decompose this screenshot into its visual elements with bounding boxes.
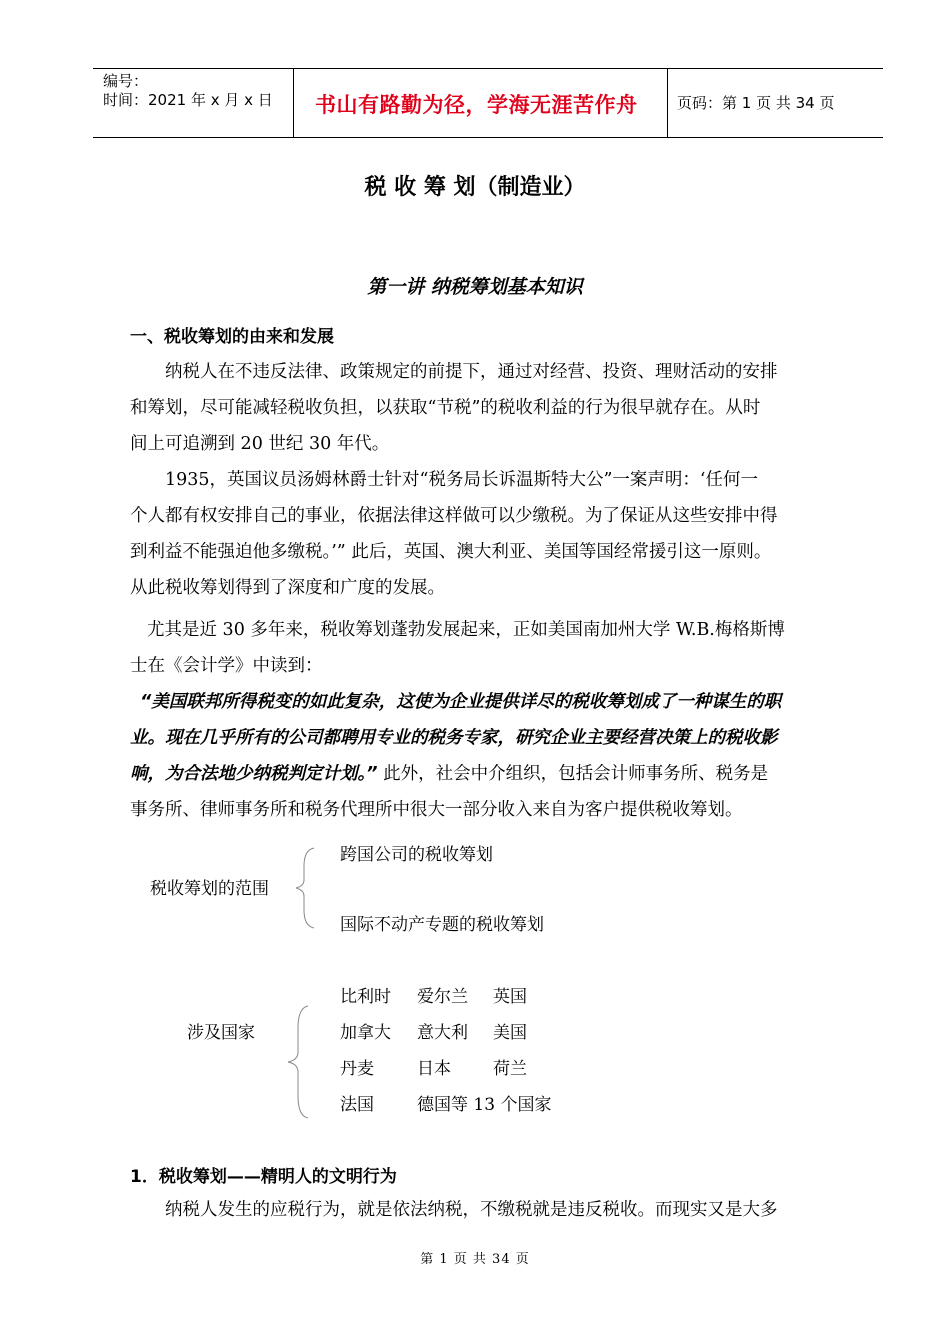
- text-line: 纳税人发生的应税行为，就是依法纳税，不缴税就是违反税收。而现实又是大多: [165, 1200, 778, 1220]
- country: 法国: [340, 1095, 374, 1115]
- scope-label: 税收筹划的范围: [150, 879, 269, 899]
- text-line: 到利益不能强迫他多缴税。’” 此后，英国、澳大利亚、美国等国经常援引这一原则。: [130, 542, 772, 562]
- country: 加拿大: [340, 1023, 391, 1043]
- text-line: 纳税人在不违反法律、政策规定的前提下，通过对经营、投资、理财活动的安排: [165, 362, 778, 382]
- page-footer: 第 1 页 共 34 页: [420, 1252, 530, 1267]
- paragraph: [130, 612, 870, 684]
- countries-label: 涉及国家: [187, 1023, 255, 1043]
- text-line: 事务所、律师事务所和税务代理所中很大一部分收入来自为客户提供税收筹划。: [130, 800, 743, 820]
- country: 比利时: [340, 987, 391, 1007]
- document-title-text: 税 收 筹 划（制造业）: [364, 175, 586, 200]
- country: 德国等 13 个国家: [417, 1095, 552, 1115]
- countries-grid: [340, 982, 640, 1126]
- country: 英国: [493, 987, 527, 1007]
- lecture-title: 第一讲 纳税筹划基本知识: [367, 276, 583, 298]
- country-row: [340, 1054, 640, 1090]
- country: 爱尔兰: [417, 987, 468, 1007]
- country-row: [340, 1018, 640, 1054]
- scope-brace: [292, 846, 322, 930]
- country: 丹麦: [340, 1059, 374, 1079]
- text-line: 1935，英国议员汤姆林爵士针对“税务局长诉温斯特大公”一案声明：‘任何一: [165, 470, 758, 490]
- code-label: 编号：: [103, 72, 149, 90]
- text-line: 个人都有权安排自己的事业，依据法律这样做可以少缴税。为了保证从这些安排中得: [130, 506, 778, 526]
- paragraph: [130, 462, 870, 606]
- quote-line: 业。现在几乎所有的公司都聘用专业的税务专家，研究企业主要经营决策上的税收影: [130, 728, 778, 748]
- section-heading: 1．税收筹划——精明人的文明行为: [130, 1167, 397, 1187]
- quote-line: “美国联邦所得税变的如此复杂，这使为企业提供详尽的税收筹划成了一种谋生的职: [140, 692, 782, 712]
- country-row: [340, 1090, 640, 1126]
- scope-item: 国际不动产专题的税收筹划: [340, 915, 544, 935]
- country: 荷兰: [493, 1059, 527, 1079]
- country: 意大利: [417, 1023, 468, 1043]
- time-label: 时间：2021 年 x 月 x 日: [103, 91, 273, 109]
- text-line: 和筹划，尽可能减轻税收负担，以获取“节税”的税收利益的行为很早就存在。从时: [130, 398, 761, 418]
- quote-paragraph: [130, 684, 870, 828]
- document-title: [0, 170, 950, 201]
- header-divider: [293, 69, 294, 137]
- paragraph: [130, 354, 870, 462]
- country-row: [340, 982, 640, 1018]
- header-divider: [667, 69, 668, 137]
- text-line: 间上可追溯到 20 世纪 30 年代。: [130, 434, 390, 454]
- paragraph: [130, 1192, 870, 1228]
- text-line: 士在《会计学》中读到：: [130, 656, 323, 676]
- motto: 书山有路勤为径，学海无涯苦作舟: [315, 93, 638, 117]
- country: 美国: [493, 1023, 527, 1043]
- page-info: 页码：第 1 页 共 34 页: [677, 94, 835, 112]
- header-table: [93, 68, 883, 138]
- scope-item: 跨国公司的税收筹划: [340, 845, 493, 865]
- section-heading: 一、税收筹划的由来和发展: [130, 327, 334, 347]
- countries-brace: [284, 1004, 314, 1120]
- text-line: 响，为合法地少纳税判定计划。” 此外，社会中介组织，包括会计师事务所、税务是: [130, 764, 769, 784]
- country: 日本: [417, 1059, 451, 1079]
- text-line: 从此税收筹划得到了深度和广度的发展。: [130, 578, 445, 598]
- text-line: 尤其是近 30 多年来，税收筹划蓬勃发展起来，正如美国南加州大学 W.B.梅格斯博: [147, 620, 785, 640]
